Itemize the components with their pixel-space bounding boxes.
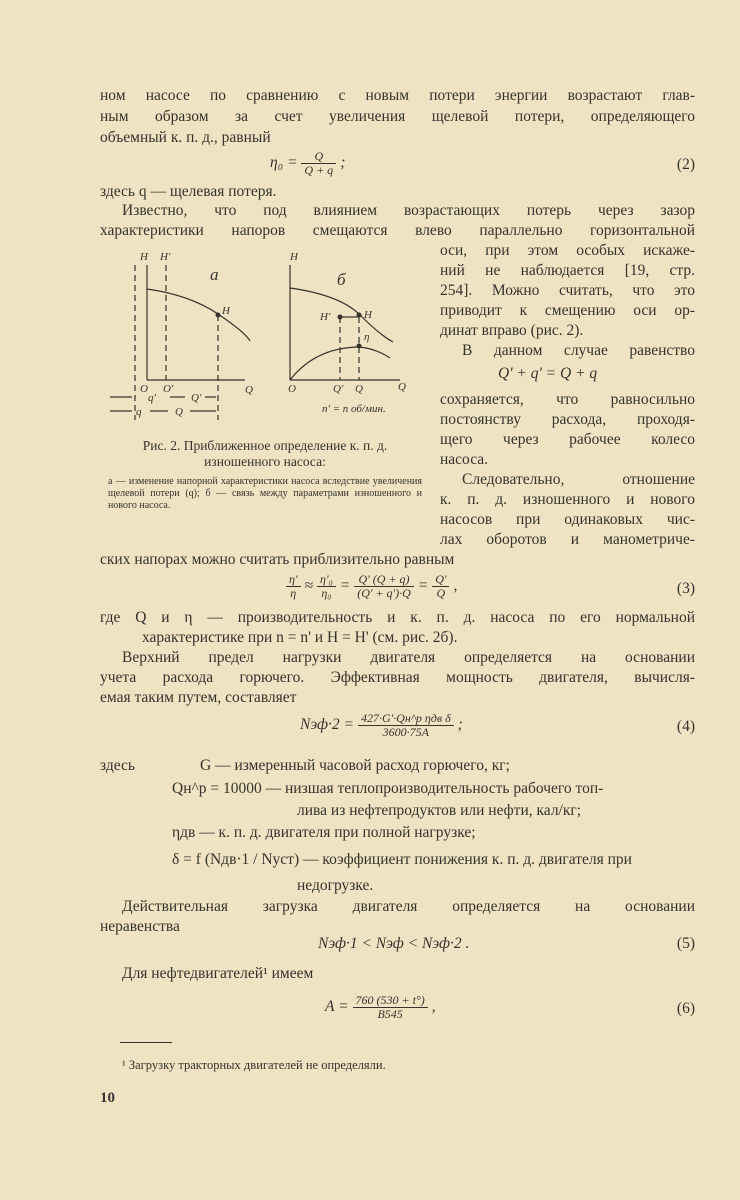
text-line: постоянству расхода, проходя- bbox=[440, 411, 695, 428]
text-line: ным образом за счет увеличения щелевой потери, определяющего bbox=[100, 108, 695, 125]
definition-line: недогрузке. bbox=[297, 877, 374, 894]
equation-3: $\frac{\eta'}{\eta}$ ≈ $\frac{\text{η'₀}}{\text{η₀}}$ = $\frac{Q' (Q + q)}{(Q' + q')\cdot Q}$ = $\frac{Q'}{Q}$ , bbox=[282, 573, 457, 600]
label-h: H bbox=[290, 251, 298, 263]
text-line: здесь bbox=[100, 757, 135, 774]
point-marker bbox=[357, 313, 362, 318]
point-marker bbox=[216, 313, 221, 318]
label-b: б bbox=[337, 270, 346, 289]
equation-number: (3) bbox=[676, 580, 695, 597]
label-h: H bbox=[140, 251, 148, 263]
label-q-prime: Q' bbox=[333, 383, 344, 395]
text-line: насосов при одинаковых чис- bbox=[440, 511, 695, 528]
definition-line: G — измеренный часовой расход горючего, кг; bbox=[200, 757, 510, 774]
text-line: приводит к смещению оси ор- bbox=[440, 302, 695, 319]
text-line: оси, при этом особых искаже- bbox=[440, 242, 695, 259]
text-line: учета расхода горючего. Эффективная мощность двигателя, вычисля- bbox=[100, 669, 695, 686]
page-number: 10 bbox=[100, 1090, 115, 1106]
equation-number: (4) bbox=[676, 718, 695, 735]
definition-line: Qн^р = 10000 — низшая теплопроизводительность рабочего топ- bbox=[172, 780, 604, 797]
label-h1: H' bbox=[320, 311, 331, 323]
text-line: к. п. д. изношенного и нового bbox=[440, 491, 695, 508]
footnote-rule bbox=[120, 1042, 172, 1043]
label-q-big-prime: Q' bbox=[191, 392, 202, 404]
equation-number: (2) bbox=[676, 156, 695, 173]
equation-2: η₀ = $\frac{Q}{Q + q}$ ; bbox=[270, 149, 346, 177]
text-line: характеристики напоров смещаются влево параллельно горизонтальной bbox=[100, 222, 695, 239]
text-line: объемный к. п. д., равный bbox=[100, 129, 271, 146]
label-o1: O' bbox=[163, 383, 174, 395]
text-line: Известно, что под влиянием возрастающих потерь через зазор bbox=[122, 202, 695, 219]
text-line: 254]. Можно считать, что это bbox=[440, 282, 695, 299]
figure-caption-text: а — изменение напорной характеристики насоса вследствие увеличения щелевой потери (q); б — связь между параметрами изношенного и нового насоса. bbox=[108, 476, 422, 511]
label-q-small: q bbox=[136, 406, 142, 418]
label-o: O bbox=[140, 383, 148, 395]
text-line: сохраняется, что равносильно bbox=[440, 391, 695, 408]
text-line: динат вправо (рис. 2). bbox=[440, 322, 584, 339]
definition-line: лива из нефтепродуктов или нефти, кал/кг; bbox=[297, 802, 582, 819]
point-marker bbox=[338, 315, 343, 320]
text-line: лах оборотов и манометриче- bbox=[440, 531, 695, 548]
equation-number: (6) bbox=[676, 1000, 695, 1017]
text-line: Действительная загрузка двигателя определяется на основании bbox=[122, 898, 695, 915]
label-h: H bbox=[222, 305, 230, 317]
equation-flow: Q' + q' = Q + q bbox=[498, 365, 598, 382]
text-line: емая таким путем, составляет bbox=[100, 689, 297, 706]
text-line: ном насосе по сравнению с новым потери энергии возрастают глав- bbox=[100, 87, 695, 104]
label-q: Q bbox=[398, 381, 406, 393]
label-o: O bbox=[288, 383, 296, 395]
label-h1: H' bbox=[160, 251, 171, 263]
figure-caption-title: Рис. 2. Приближенное определение к. п. д. изношенного насоса: bbox=[142, 438, 388, 469]
text-line: Для нефтедвигателей¹ имеем bbox=[122, 965, 314, 982]
text-line: ских напорах можно считать приблизительно равным bbox=[100, 551, 455, 568]
label-q-prime: q' bbox=[148, 392, 156, 404]
text-line: где Q и η — производительность и к. п. д. насоса по его нормальной bbox=[100, 609, 695, 626]
text-line: здесь q — щелевая потеря. bbox=[100, 183, 277, 200]
text-line: Следовательно, отношение bbox=[462, 471, 695, 488]
label-q: Q bbox=[175, 406, 183, 418]
definition-line: δ = f (Nдв·1 / Nуст) — коэффициент понижения к. п. д. двигателя при bbox=[172, 851, 632, 868]
figure-2 bbox=[100, 240, 430, 430]
label-q: Q bbox=[355, 383, 363, 395]
label-q: Q bbox=[245, 384, 253, 396]
text-line: характеристике при n = n' и H = H' (см. рис. 2б). bbox=[142, 629, 458, 646]
label-a: а bbox=[210, 265, 219, 284]
text-line: Верхний предел нагрузки двигателя определяется на основании bbox=[122, 649, 695, 666]
label-rpm: n' = n об/мин. bbox=[322, 403, 386, 415]
equation-5: Nэф·1 < Nэф < Nэф·2 . bbox=[318, 935, 470, 952]
text-line: неравенства bbox=[100, 918, 180, 935]
text-line: В данном случае равенство bbox=[462, 342, 695, 359]
text-line: ний не наблюдается [19, стр. bbox=[440, 262, 695, 279]
equation-number: (5) bbox=[676, 935, 695, 952]
head-curve-a bbox=[147, 289, 250, 341]
footnote: ¹ Загрузку тракторных двигателей не определяли. bbox=[122, 1058, 386, 1072]
label-h: H bbox=[364, 309, 372, 321]
equation-4: Nэф·2 = $\frac{\text{427·G'·Qн\textasciicircum{}р ηдв δ}}{3600\cdot 75A}$ ; bbox=[300, 711, 463, 739]
label-eta: η bbox=[364, 331, 370, 343]
text-line: щего через рабочее колесо bbox=[440, 431, 695, 448]
definition-line: ηдв — к. п. д. двигателя при полной нагрузке; bbox=[172, 824, 476, 841]
text-line: насоса. bbox=[440, 451, 489, 468]
point-marker bbox=[357, 344, 362, 349]
equation-6: A = $\frac{760 (530 + t^\circ)}{B545}$ , bbox=[325, 993, 436, 1021]
